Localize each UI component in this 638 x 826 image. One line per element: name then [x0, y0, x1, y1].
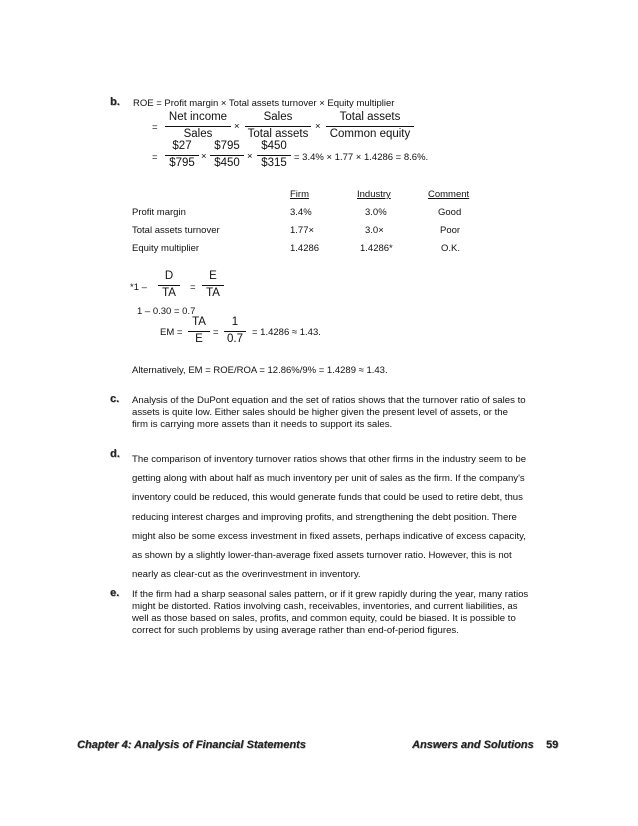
section-b-label: b. [110, 96, 120, 108]
fraction-denominator: TA [162, 286, 176, 299]
fraction-numerator: D [164, 270, 174, 282]
table-cell-comment: Poor [440, 225, 461, 236]
paragraph-line: correct for such problems by using average rather than end-of-period figures. [132, 625, 459, 636]
fraction-795-450 [210, 141, 244, 169]
fraction-numerator: Sales [263, 111, 293, 123]
fraction-denominator: $315 [261, 156, 287, 169]
fraction-denominator: $795 [169, 156, 195, 169]
section-e-paragraph [132, 589, 562, 637]
table-header-firm: Firm [290, 189, 309, 200]
fraction-bar [188, 331, 210, 332]
footer-chapter-title: Chapter 4: Analysis of Financial Statements [77, 739, 306, 751]
paragraph-line: as shown by a slightly lower-than-average fixed assets turnover ratio. However, this is not [132, 550, 512, 562]
paragraph-line: If the firm had a sharp seasonal sales pattern, or if it grew rapidly during the year, many ratios [132, 589, 529, 600]
fraction-450-315 [257, 141, 291, 169]
table-header-comment: Comment [428, 189, 470, 200]
paragraph-line: might also be some excess investment in fixed assets, perhaps indicative of excess capacity, [132, 530, 526, 542]
fraction-bar [165, 126, 231, 127]
fraction-bar [165, 155, 199, 156]
fraction-bar [210, 155, 244, 156]
table-header-industry: Industry [357, 189, 391, 200]
footnote-line-2: 1 – 0.30 = 0.7 [137, 306, 196, 317]
roe-result: = 3.4% × 1.77 × 1.4286 = 8.6%. [294, 152, 429, 163]
fraction-net-income-sales [165, 112, 231, 140]
paragraph-line: inventory could be reduced, this would generate funds that could be used to retire debt, thus [132, 492, 523, 504]
table-cell-comment: O.K. [441, 243, 461, 254]
alternatively-line: Alternatively, EM = ROE/ROA = 12.86%/9% = 1.4289 ≈ 1.43. [132, 365, 388, 376]
fraction-ta-e [188, 317, 210, 345]
fraction-denominator: Common equity [329, 127, 411, 140]
times-sign: × [201, 151, 207, 162]
times-sign: × [315, 121, 321, 132]
paragraph-line: getting along with about half as much inventory per unit of sales as the firm. If the company's [132, 473, 525, 485]
table-cell-firm: 3.4% [290, 207, 312, 218]
fraction-bar [158, 285, 180, 286]
table-cell-industry: 3.0% [365, 207, 387, 218]
table-cell-firm: 1.77× [290, 225, 315, 236]
times-sign: × [234, 121, 240, 132]
fraction-total-assets-common-equity [326, 112, 414, 140]
paragraph-line: reducing interest charges and improving profits, and strengthening the debt position. There [132, 511, 517, 523]
fraction-sales-total-assets [245, 112, 311, 140]
fraction-bar [202, 285, 224, 286]
fraction-numerator: E [209, 270, 217, 282]
fraction-bar [326, 126, 414, 127]
fraction-denominator: TA [206, 286, 220, 299]
fraction-denominator: Sales [183, 127, 213, 140]
section-d-paragraph [132, 450, 562, 584]
fraction-1-0-7 [224, 317, 246, 345]
fraction-denominator: 0.7 [227, 332, 243, 345]
section-d-label: d. [110, 448, 120, 460]
section-c-label: c. [110, 393, 120, 405]
paragraph-line: nearly as clear-cut as the overinvestment in inventory. [132, 569, 361, 581]
paragraph-line: assets is quite low. Either sales should be higher given the present level of assets, or the [132, 407, 508, 418]
paragraph-line: The comparison of inventory turnover ratios shows that other firms in the industry seem to be [132, 454, 527, 465]
fraction-numerator: $27 [172, 140, 192, 152]
fraction-27-795 [165, 141, 199, 169]
fraction-bar [224, 331, 246, 332]
footer-page-number: 59 [546, 739, 559, 751]
equals-sign: = [152, 122, 158, 133]
table-cell-comment: Good [438, 207, 462, 218]
fraction-numerator: $795 [214, 140, 240, 152]
fraction-denominator: E [195, 332, 203, 345]
paragraph-line: well as those based on sales, profits, and common equity, could be biased. It is possible to [132, 613, 516, 624]
paragraph-line: Analysis of the DuPont equation and the set of ratios shows that the turnover ratio of sales to [132, 395, 526, 406]
em-label: EM = [160, 327, 183, 338]
fraction-numerator: Total assets [339, 111, 401, 123]
fraction-numerator: TA [192, 316, 206, 328]
fraction-numerator: $450 [261, 140, 287, 152]
section-c-paragraph [132, 395, 562, 431]
table-cell-industry: 1.4286* [360, 243, 393, 254]
paragraph-line: firm is carrying more assets than it needs to support its sales. [132, 419, 393, 430]
table-row-label: Profit margin [132, 207, 186, 218]
paragraph-line: might be distorted. Ratios involving cash, receivables, inventories, and current liabilities, as [132, 601, 518, 612]
times-sign: × [247, 151, 253, 162]
equals-sign: = [213, 327, 219, 338]
table-cell-industry: 3.0× [365, 225, 384, 236]
equals-sign: = [152, 152, 158, 163]
section-e-label: e. [110, 587, 120, 599]
table-row-label: Total assets turnover [132, 225, 220, 236]
table-cell-firm: 1.4286 [290, 243, 320, 254]
fraction-numerator: Net income [168, 111, 228, 123]
table-row-label: Equity multiplier [132, 243, 200, 254]
equals-sign: = [190, 282, 196, 293]
fraction-bar [245, 126, 311, 127]
footer-section-title: Answers and Solutions [412, 739, 534, 751]
footnote-prefix: *1 – [130, 282, 147, 293]
fraction-d-ta [158, 271, 180, 299]
fraction-denominator: $450 [214, 156, 240, 169]
em-result: = 1.4286 ≈ 1.43. [252, 327, 321, 338]
roe-formula-line: ROE = Profit margin × Total assets turnover × Equity multiplier [133, 98, 395, 109]
fraction-numerator: 1 [231, 316, 239, 328]
fraction-bar [257, 155, 291, 156]
fraction-e-ta [202, 271, 224, 299]
fraction-denominator: Total assets [247, 127, 309, 140]
